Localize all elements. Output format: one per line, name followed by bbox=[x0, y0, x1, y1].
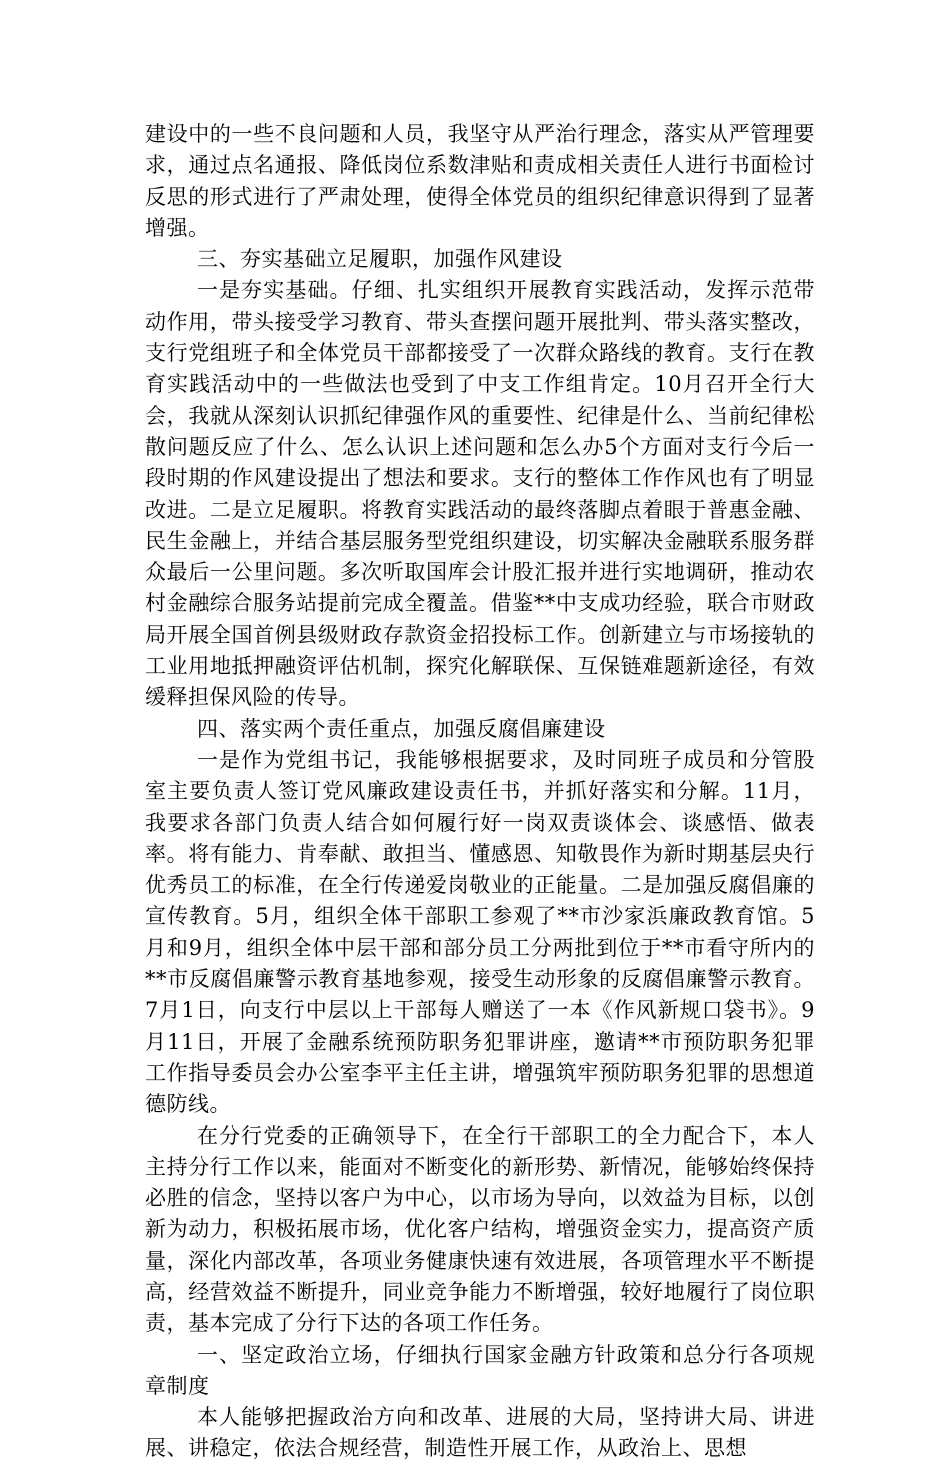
paragraph-1: 建设中的一些不良问题和人员，我坚守从严治行理念，落实从严管理要求，通过点名通报、降低岗位系数津贴和责成相关责任人进行书面检讨反思的形式进行了严肃处理，使得全体党员的组织纪律意识得到了显著增强。 bbox=[145, 122, 815, 240]
section-heading-4: 四、落实两个责任重点，加强反腐倡廉建设 bbox=[197, 716, 606, 741]
paragraph-3: 一是作为党组书记，我能够根据要求，及时同班子成员和分管股室主要负责人签订党风廉政建设责任书，并抓好落实和分解。11月，我要求各部门负责人结合如何履行好一岗双责谈体会、谈感悟、做表率。将有能力、肯奉献、敢担当、懂感恩、知敬畏作为新时期基层央行优秀员工的标准，在全行传递爱岗敬业的正能量。二是加强反腐倡廉的宣传教育。5月，组织全体干部职工参观了**市沙家浜廉政教育馆。5月和9月，组织全体中层干部和部分员工分两批到位于**市看守所内的**市反腐倡廉警示教育基地参观，接受生动形象的反腐倡廉警示教育。7月1日，向支行中层以上干部每人赠送了一本《作风新规口袋书》。9月11日，开展了金融系统预防职务犯罪讲座，邀请**市预防职务犯罪工作指导委员会办公室李平主任主讲，增强筑牢预防职务犯罪的思想道德防线。 bbox=[145, 747, 815, 1117]
paragraph-5: 本人能够把握政治方向和改革、进展的大局，坚持讲大局、讲进展、讲稳定，依法合规经营，制造性开展工作，从政治上、思想 bbox=[145, 1405, 815, 1461]
section-heading-3: 三、夯实基础立足履职，加强作风建设 bbox=[197, 247, 563, 272]
document-page bbox=[145, 119, 815, 1465]
paragraph-2: 一是夯实基础。仔细、扎实组织开展教育实践活动，发挥示范带动作用，带头接受学习教育、带头查摆问题开展批判、带头落实整改，支行党组班子和全体党员干部都接受了一次群众路线的教育。支行在教育实践活动中的一些做法也受到了中支工作组肯定。10月召开全行大会，我就从深刻认识抓纪律强作风的重要性、纪律是什么、当前纪律松散问题反应了什么、怎么认识上述问题和怎么办5个方面对支行今后一段时期的作风建设提出了想法和要求。支行的整体工作作风也有了明显改进。二是立足履职。将教育实践活动的最终落脚点着眼于普惠金融、民生金融上，并结合基层服务型党组织建设，切实解决金融联系服务群众最后一公里问题。多次听取国库会计股汇报并进行实地调研，推动农村金融综合服务站提前完成全覆盖。借鉴**中支成功经验，联合市财政局开展全国首例县级财政存款资金招投标工作。创新建立与市场接轨的工业用地抵押融资评估机制，探究化解联保、互保链难题新途径，有效缓释担保风险的传导。 bbox=[145, 278, 815, 710]
paragraph-4: 在分行党委的正确领导下，在全行干部职工的全力配合下，本人主持分行工作以来，能面对不断变化的新形势、新情况，能够始终保持必胜的信念，坚持以客户为中心，以市场为导向，以效益为目标，以创新为动力，积极拓展市场，优化客户结构，增强资金实力，提高资产质量，深化内部改革，各项业务健康快速有效进展，各项管理水平不断提高，经营效益不断提升，同业竞争能力不断增强，较好地履行了岗位职责，基本完成了分行下达的各项工作任务。 bbox=[145, 1123, 815, 1336]
section-heading-1: 一、坚定政治立场，仔细执行国家金融方针政策和总分行各项规章制度 bbox=[145, 1342, 815, 1398]
